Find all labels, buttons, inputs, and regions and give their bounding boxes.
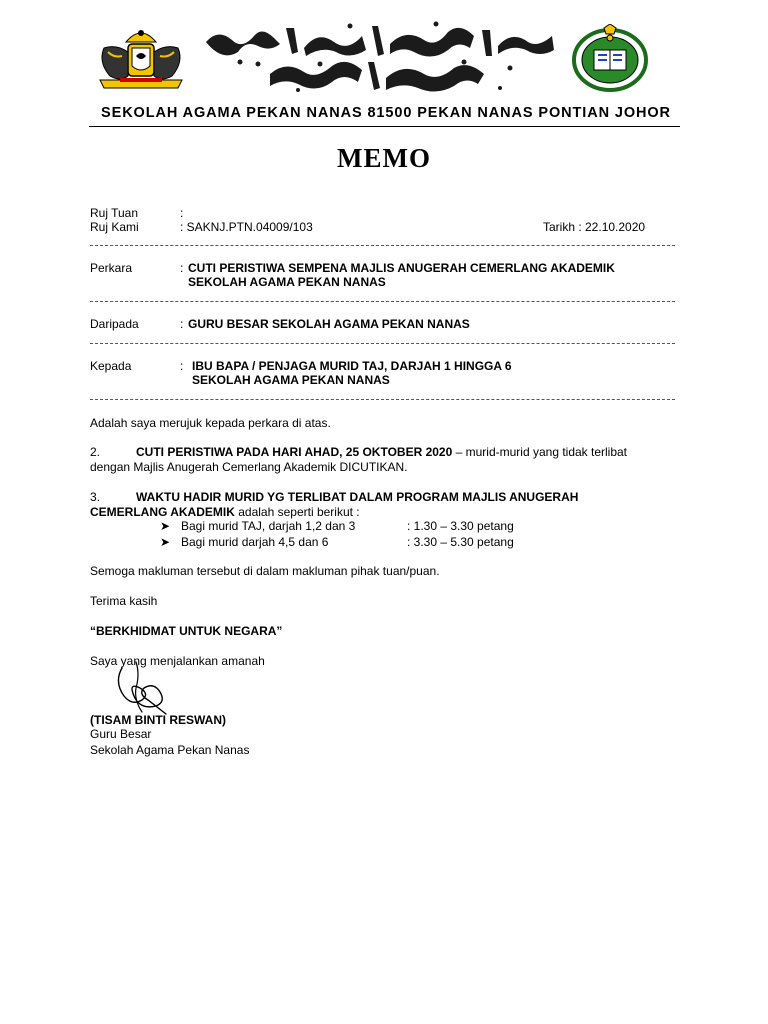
- kepada-colon: :: [180, 359, 184, 373]
- closing-note: Semoga makluman tersebut di dalam makluman pihak tuan/puan.: [90, 564, 440, 578]
- kepada-label: Kepada: [90, 359, 132, 373]
- paragraph-2-bold: CUTI PERISTIWA PADA HARI AHAD, 25 OKTOBER 2020: [136, 445, 453, 459]
- school-emblem-icon: [570, 24, 650, 92]
- date-field: Tarikh : 22.10.2020: [543, 220, 646, 234]
- perkara-line-1: CUTI PERISTIWA SEMPENA MAJLIS ANUGERAH CEMERLANG AKADEMIK: [188, 261, 615, 275]
- intro-paragraph: Adalah saya merujuk kepada perkara di atas.: [90, 416, 331, 430]
- bullet-1-label: Bagi murid TAJ, darjah 1,2 dan 3: [181, 519, 356, 533]
- paragraph-2-line-2: dengan Majlis Anugerah Cemerlang Akademik DICUTIKAN.: [90, 460, 408, 474]
- perkara-label: Perkara: [90, 261, 133, 275]
- ruj-kami-value: : SAKNJ.PTN.04009/103: [180, 220, 313, 234]
- signatory-position: Guru Besar: [90, 727, 152, 741]
- paragraph-2-number: 2.: [90, 445, 101, 459]
- thanks-line: Terima kasih: [90, 594, 158, 608]
- paragraph-3-rest: adalah seperti berikut :: [234, 505, 360, 519]
- perkara-colon: :: [180, 261, 184, 275]
- paragraph-2-line-1: [136, 445, 627, 459]
- jawi-calligraphy-banner-icon: [200, 18, 560, 96]
- daripada-colon: :: [180, 317, 184, 331]
- paragraph-3-line-1: WAKTU HADIR MURID YG TERLIBAT DALAM PROGRAM MAJLIS ANUGERAH: [136, 490, 579, 504]
- section-divider: [90, 301, 675, 302]
- section-divider: [90, 245, 675, 246]
- perkara-line-2: SEKOLAH AGAMA PEKAN NANAS: [188, 275, 386, 289]
- kepada-line-2: SEKOLAH AGAMA PEKAN NANAS: [192, 373, 390, 387]
- motto: “BERKHIDMAT UNTUK NEGARA”: [90, 624, 283, 638]
- daripada-label: Daripada: [90, 317, 139, 331]
- daripada-value: GURU BESAR SEKOLAH AGAMA PEKAN NANAS: [188, 317, 470, 331]
- bullet-2-label: Bagi murid darjah 4,5 dan 6: [181, 535, 329, 549]
- arrow-bullet-icon: ➤: [160, 535, 171, 549]
- bullet-1-time: : 1.30 – 3.30 petang: [407, 519, 514, 533]
- johor-crest-icon: [96, 28, 186, 90]
- ruj-tuan-label: Ruj Tuan: [90, 206, 139, 220]
- signatory-name: (TISAM BINTI RESWAN): [90, 713, 226, 727]
- signatory-school: Sekolah Agama Pekan Nanas: [90, 743, 250, 757]
- paragraph-2-rest: – murid-murid yang tidak terlibat: [452, 445, 628, 459]
- ruj-kami-label: Ruj Kami: [90, 220, 139, 234]
- amanah-line: Saya yang menjalankan amanah: [90, 654, 265, 668]
- paragraph-3-line-2: [90, 505, 360, 519]
- school-address-heading: SEKOLAH AGAMA PEKAN NANAS 81500 PEKAN NANAS PONTIAN JOHOR: [101, 105, 671, 121]
- header-rule: [89, 126, 680, 127]
- memo-title: MEMO: [337, 143, 431, 173]
- paragraph-3-number: 3.: [90, 490, 101, 504]
- ruj-tuan-value: :: [180, 206, 184, 220]
- handwritten-signature: [108, 660, 188, 720]
- kepada-line-1: IBU BAPA / PENJAGA MURID TAJ, DARJAH 1 HINGGA 6: [192, 359, 512, 373]
- section-divider: [90, 343, 675, 344]
- arrow-bullet-icon: ➤: [160, 519, 171, 533]
- bullet-2-time: : 3.30 – 5.30 petang: [407, 535, 514, 549]
- section-divider: [90, 399, 675, 400]
- paragraph-3-bold: CEMERLANG AKADEMIK: [90, 505, 235, 519]
